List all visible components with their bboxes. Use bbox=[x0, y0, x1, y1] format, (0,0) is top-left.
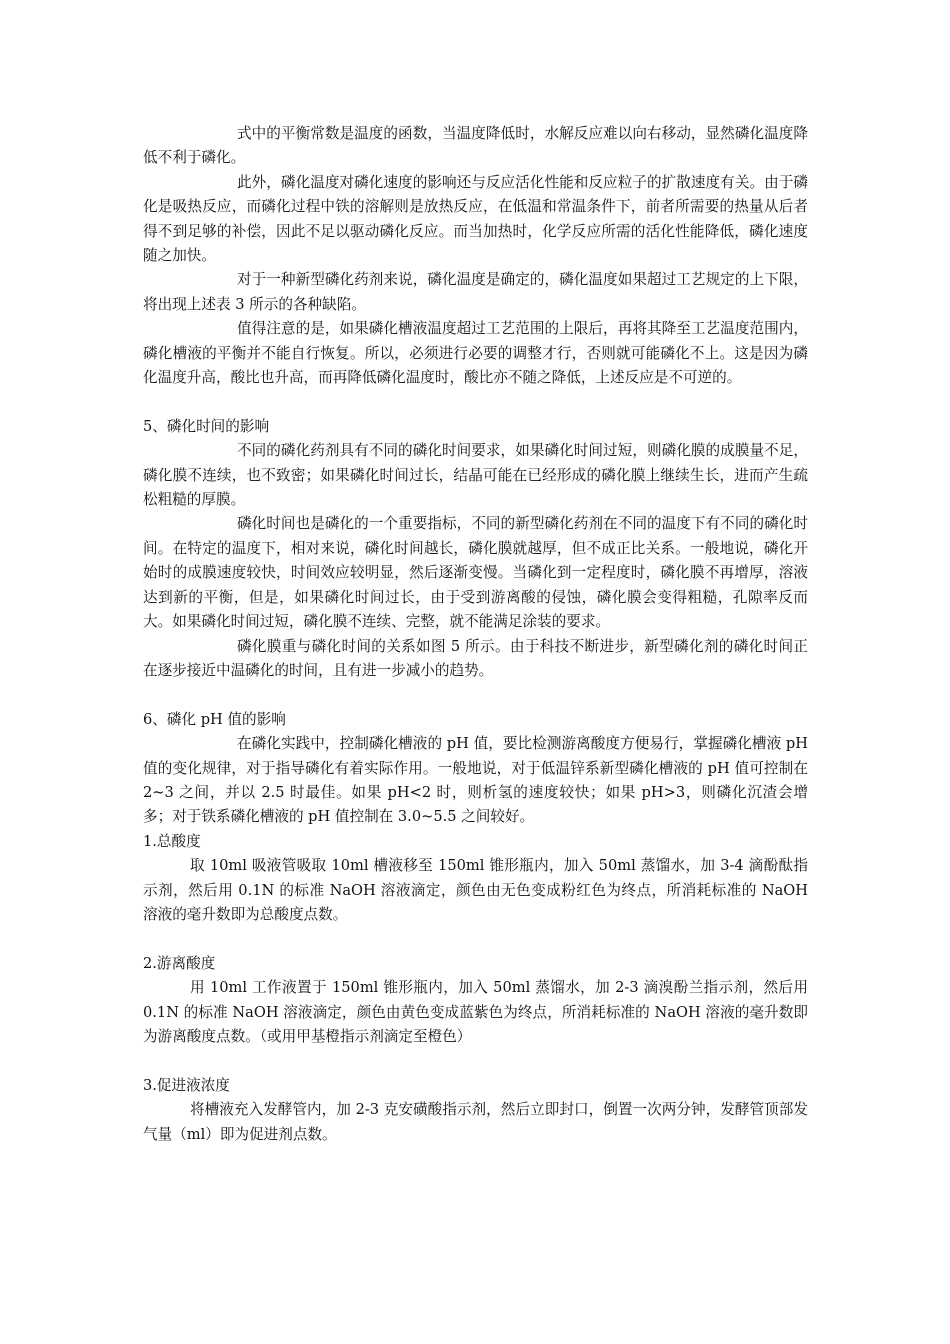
paragraph-gap bbox=[143, 1049, 808, 1073]
body-paragraph: 不同的磷化药剂具有不同的磷化时间要求，如果磷化时间过短，则磷化膜的成膜量不足，磷化膜不连续，也不致密；如果磷化时间过长，结晶可能在已经形成的磷化膜上继续生长，进而产生疏松粗糙的厚膜。 bbox=[143, 442, 808, 509]
section-heading: 3.促进液浓度 bbox=[143, 1076, 230, 1094]
body-paragraph: 值得注意的是，如果磷化槽液温度超过工艺范围的上限后，再将其降至工艺温度范围内，磷化槽液的平衡并不能自行恢复。所以，必须进行必要的调整才行，否则就可能磷化不上。这是因为磷化温度升高，酸比也升高，而再降低磷化温度时，酸比亦不随之降低，上述反应是不可逆的。 bbox=[143, 320, 808, 387]
body-paragraph: 将槽液充入发酵管内，加 2-3 克安磺酸指示剂，然后立即封口，倒置一次两分钟，发酵管顶部发气量（ml）即为促进剂点数。 bbox=[143, 1101, 808, 1143]
body-paragraph: 用 10ml 工作液置于 150ml 锥形瓶内，加入 50ml 蒸馏水，加 2-3 滴溴酚兰指示剂，然后用 0.1N 的标准 NaOH 溶液滴定，颜色由黄色变成蓝紫色为终点，所消耗标准的 NaOH 溶液的毫升数即为游离酸度点数。（或用甲基橙指示剂滴定至橙色） bbox=[143, 979, 808, 1045]
section-heading: 6、磷化 pH 值的影响 bbox=[143, 710, 286, 728]
body-paragraph: 对于一种新型磷化药剂来说，磷化温度是确定的，磷化温度如果超过工艺规定的上下限，将出现上述表 3 所示的各种缺陷。 bbox=[143, 271, 808, 313]
body-paragraph: 式中的平衡常数是温度的函数，当温度降低时，水解反应难以向右移动，显然磷化温度降低不利于磷化。 bbox=[143, 125, 808, 167]
body-paragraph: 取 10ml 吸液管吸取 10ml 槽液移至 150ml 锥形瓶内，加入 50ml 蒸馏水，加 3-4 滴酚酞指示剂，然后用 0.1N 的标准 NaOH 溶液滴定，颜色由无色变成粉红色为终点，所消耗标准的 NaOH 溶液的毫升数即为总酸度点数。 bbox=[143, 857, 808, 923]
paragraph-gap bbox=[143, 683, 808, 707]
section-heading: 2.游离酸度 bbox=[143, 954, 216, 972]
document-page bbox=[143, 122, 808, 1147]
body-paragraph: 此外，磷化温度对磷化速度的影响还与反应活化性能和反应粒子的扩散速度有关。由于磷化是吸热反应，而磷化过程中铁的溶解则是放热反应，在低温和常温条件下，前者所需要的热量从后者得不到足够的补偿，因此不足以驱动磷化反应。而当加热时，化学反应所需的活化性能降低，磷化速度随之加快。 bbox=[143, 173, 808, 265]
section-heading: 1.总酸度 bbox=[143, 832, 201, 850]
body-paragraph: 磷化时间也是磷化的一个重要指标，不同的新型磷化药剂在不同的温度下有不同的磷化时间。在特定的温度下，相对来说，磷化时间越长，磷化膜就越厚，但不成正比关系。一般地说，磷化开始时的成膜速度较快，时间效应较明显，然后逐渐变慢。当磷化到一定程度时，磷化膜不再增厚，溶液达到新的平衡，但是，如果磷化时间过长，由于受到游离酸的侵蚀，磷化膜会变得粗糙，孔隙率反而大。如果磷化时间过短，磷化膜不连续、完整，就不能满足涂装的要求。 bbox=[143, 515, 808, 631]
paragraph-gap bbox=[143, 390, 808, 414]
body-paragraph: 在磷化实践中，控制磷化槽液的 pH 值，要比检测游离酸度方便易行，掌握磷化槽液 pH 值的变化规律，对于指导磷化有着实际作用。一般地说，对于低温锌系新型磷化槽液的 pH 值可控制在 2~3 之间，并以 2.5 时最佳。如果 pH<2 时，则析氢的速度较快；如果 pH>3，则磷化沉渣会增多；对于铁系磷化槽液的 pH 值控制在 3.0~5.5 之间较好。 bbox=[143, 735, 808, 826]
body-paragraph: 磷化膜重与磷化时间的关系如图 5 所示。由于科技不断进步，新型磷化剂的磷化时间正在逐步接近中温磷化的时间，且有进一步减小的趋势。 bbox=[143, 637, 808, 679]
section-heading: 5、磷化时间的影响 bbox=[143, 417, 270, 435]
paragraph-gap bbox=[143, 927, 808, 951]
